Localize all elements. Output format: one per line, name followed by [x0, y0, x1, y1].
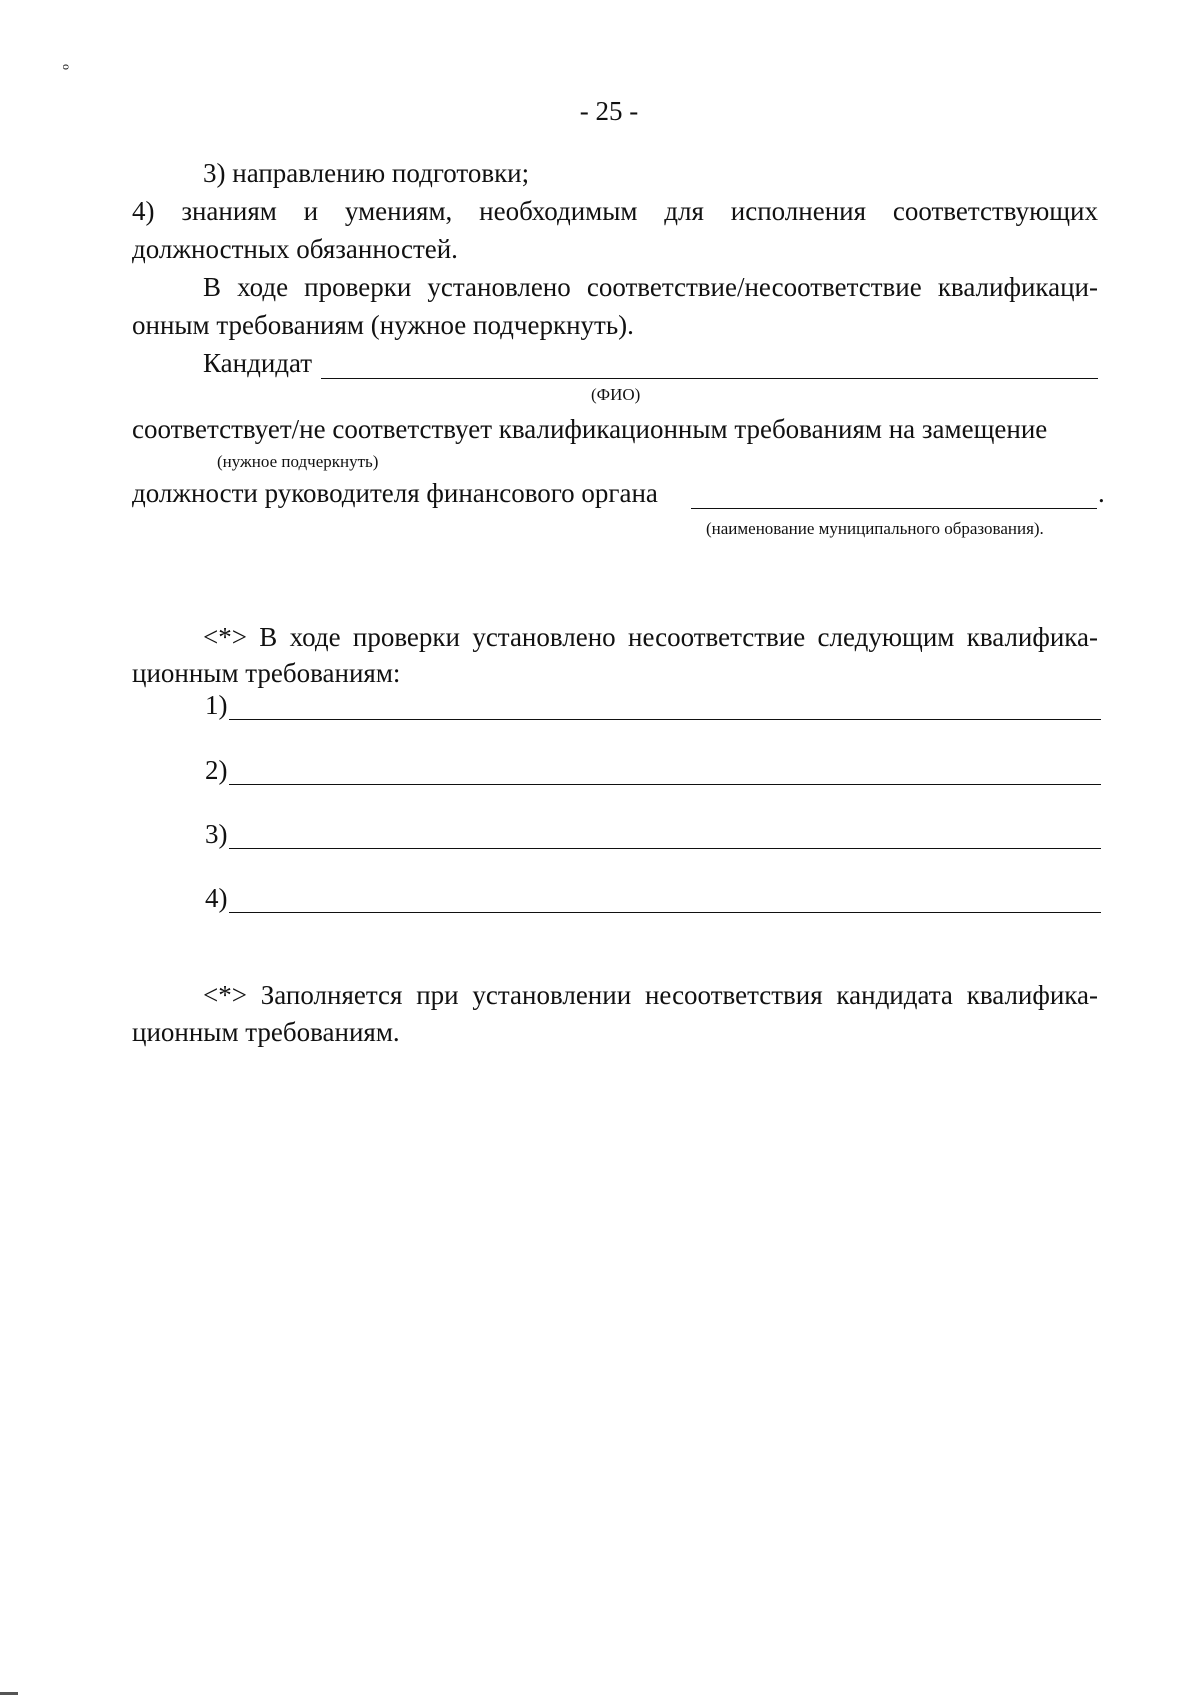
candidate-label: Кандидат: [203, 348, 313, 378]
item-3: 3) направлению подготовки;: [203, 158, 530, 188]
candidate-name-field[interactable]: [321, 378, 1098, 379]
footnote-line-1: <*> Заполняется при установлении несоответствия кандидата квалифика-: [203, 980, 1098, 1010]
noncompliance-item-3-field[interactable]: [229, 848, 1101, 849]
compliance-line: соответствует/не соответствует квалификационным требованиям на замещение: [132, 414, 1048, 444]
position-period: .: [1098, 478, 1105, 508]
noncompliance-item-2-number: 2): [205, 755, 228, 785]
fio-caption: (ФИО): [591, 385, 641, 404]
noncompliance-line-1: <*> В ходе проверки установлено несоответствие следующим квалифика-: [203, 622, 1098, 652]
item-4-line-2: должностных обязанностей.: [132, 234, 458, 264]
position-line: должности руководителя финансового органа: [132, 478, 658, 508]
noncompliance-item-2-field[interactable]: [229, 784, 1101, 785]
scan-edge-mark: [0, 1692, 18, 1695]
municipality-name-field[interactable]: [691, 508, 1097, 509]
municipality-caption: (наименование муниципального образования).: [706, 519, 1044, 538]
noncompliance-item-4-field[interactable]: [229, 912, 1101, 913]
corner-mark: o: [60, 64, 74, 70]
underline-hint: (нужное подчеркнуть): [217, 452, 379, 471]
noncompliance-item-1-field[interactable]: [229, 719, 1101, 720]
check-result-line-1: В ходе проверки установлено соответствие/несоответствие квалификаци-: [203, 272, 1098, 302]
item-4-line-1: 4) знаниям и умениям, необходимым для исполнения соответствующих: [132, 196, 1098, 226]
check-result-line-2: онным требованиям (нужное подчеркнуть).: [132, 310, 634, 340]
noncompliance-line-2: ционным требованиям:: [132, 658, 401, 688]
noncompliance-item-3-number: 3): [205, 819, 228, 849]
footnote-line-2: ционным требованиям.: [132, 1017, 400, 1047]
noncompliance-item-4-number: 4): [205, 883, 228, 913]
page-number: - 25 -: [579, 96, 639, 126]
noncompliance-item-1-number: 1): [205, 690, 228, 720]
